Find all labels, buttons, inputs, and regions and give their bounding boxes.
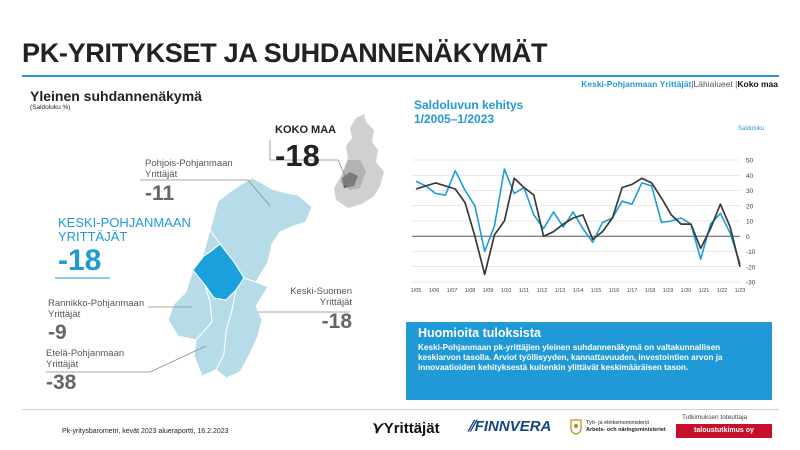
- chart-title: Saldoluvun kehitys 1/2005–1/2023: [414, 98, 524, 126]
- x-tick-label: 1/20: [680, 288, 692, 294]
- koko-maa-value: -18: [275, 138, 320, 173]
- results-info-box: [406, 322, 772, 400]
- region-label-keski-suomi: Keski-Suomen Yrittäjät -18: [272, 286, 352, 334]
- nav-separator: |: [735, 79, 738, 89]
- region-label-pohjois-pohjanmaa: Pohjois-Pohjanmaan Yrittäjät -11: [145, 158, 233, 205]
- chart-grid: [412, 160, 740, 282]
- map-section-title: Yleinen suhdannenäkymä: [30, 88, 202, 104]
- y-tick-label: -20: [746, 264, 756, 272]
- y-tick-label: 20: [746, 203, 754, 211]
- y-tick-label: -30: [746, 279, 756, 287]
- y-tick-label: 50: [746, 157, 754, 165]
- chart-series: [416, 169, 740, 274]
- y-tick-label: 0: [746, 233, 750, 241]
- region-value: -11: [145, 182, 175, 205]
- y-tick-label: 10: [746, 218, 754, 226]
- taloustutkimus-logo: taloustutkimus oy: [676, 424, 772, 438]
- chart-x-ticks: [411, 288, 746, 294]
- region-label-rannikko-pohjanmaa: Rannikko-Pohjanmaan Yrittäjät -9: [48, 298, 145, 344]
- x-tick-label: 1/11: [518, 288, 530, 294]
- region-label-keski-pohjanmaa: KESKI-POHJANMAAN YRITTÄJÄT: [58, 215, 191, 244]
- nav-item-lahialueet[interactable]: Lähialueet: [693, 79, 733, 89]
- x-tick-label: 1/08: [464, 288, 476, 294]
- x-tick-label: 1/06: [428, 288, 440, 294]
- x-tick-label: 1/10: [500, 288, 512, 294]
- y-tick-label: 40: [746, 172, 754, 180]
- region-label-etela-pohjanmaa: Etelä-Pohjanmaan Yrittäjät -38: [46, 348, 125, 394]
- yrittajat-logo-mark: ⋎: [370, 420, 386, 437]
- keski-pohjanmaa-value: -18: [58, 244, 102, 277]
- nav-item-keski-pohjanmaan[interactable]: Keski-Pohjanmaan: [581, 79, 658, 89]
- x-tick-label: 1/19: [662, 288, 674, 294]
- line-chart: [400, 130, 780, 300]
- footer-divider: [22, 409, 779, 410]
- x-tick-label: 1/12: [536, 288, 548, 294]
- region-value: -38: [46, 371, 77, 394]
- region-value: -18: [321, 310, 352, 333]
- nav-separator: |: [691, 79, 694, 89]
- y-tick-label: 30: [746, 188, 754, 195]
- yrittajat-logo: ⋎Yrittäjät: [370, 420, 440, 437]
- x-tick-label: 1/14: [572, 288, 584, 294]
- info-heading: Huomioita tuloksista: [418, 326, 541, 340]
- x-tick-label: 1/13: [554, 288, 566, 294]
- map-section-subtitle: (Saldoluku %): [30, 104, 71, 111]
- x-tick-label: 1/21: [698, 288, 710, 294]
- footer-source: Pk-yritysbarometri, kevät 2023 alueraportti, 16.2.2023: [62, 428, 229, 435]
- x-tick-label: 1/17: [626, 288, 638, 294]
- page-title: PK-YRITYKSET JA SUHDANNENÄKYMÄT: [22, 38, 548, 68]
- x-tick-label: 1/07: [446, 288, 458, 294]
- x-tick-label: 1/05: [410, 288, 422, 294]
- chart-y-ticks: [746, 158, 756, 287]
- nav-item-yrittajat[interactable]: Yrittäjät: [659, 79, 692, 89]
- finnvera-logo: ⫽FINNVERA: [468, 418, 552, 435]
- research-provider-label: Tutkimuksen toteuttaja: [682, 414, 748, 421]
- chart-y-axis-label: Saldoluku: [738, 126, 765, 132]
- finnvera-logo-mark: ⫽: [468, 418, 475, 435]
- ministry-logo: Työ- ja elinkeinoministeriö Arbets- och näringsministeriet: [586, 420, 666, 433]
- koko-maa-label: KOKO MAA: [275, 124, 337, 136]
- x-tick-label: 1/22: [716, 288, 728, 294]
- x-tick-label: 1/23: [734, 288, 746, 294]
- series-line-national: [416, 178, 740, 274]
- y-tick-label: -10: [746, 249, 756, 256]
- x-tick-label: 1/16: [608, 288, 620, 294]
- x-tick-label: 1/15: [590, 288, 602, 294]
- info-text: Keski-Pohjanmaan pk-yrittäjien yleinen suhdannenäkymä on valtakunnallisen keskiarvon tasolla. Arviot työllisyyden, kannattavuuden, investointien arvon ja innovaatioiden kehityksestä kuitenkin ylittävät keskimääräisen tason.: [418, 343, 723, 372]
- nav-item-koko-maa[interactable]: Koko maa: [737, 79, 778, 89]
- ministry-crest-icon: [570, 419, 582, 435]
- region-value: -9: [48, 321, 67, 344]
- x-tick-label: 1/18: [644, 288, 656, 294]
- x-tick-label: 1/09: [482, 288, 494, 294]
